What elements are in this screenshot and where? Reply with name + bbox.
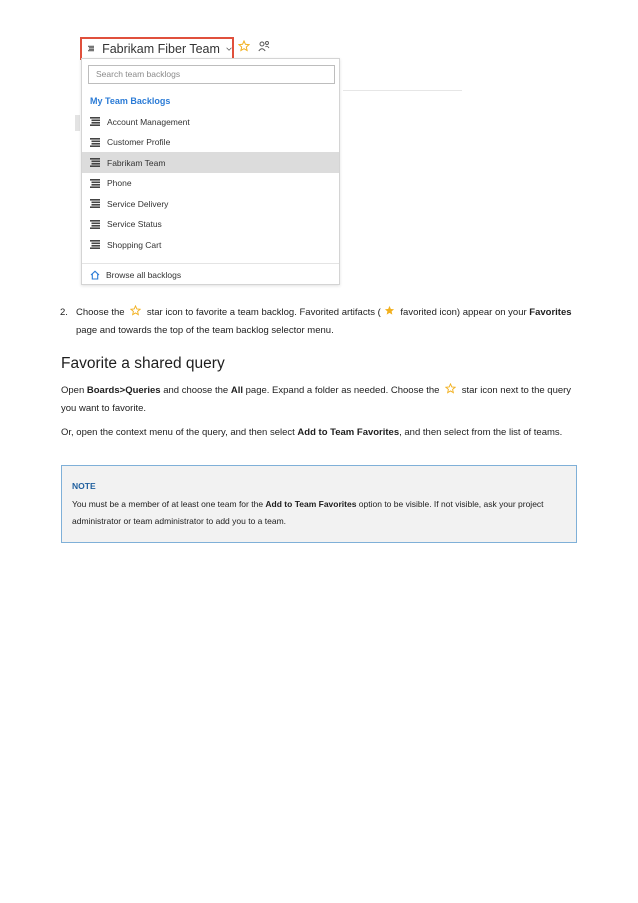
backlog-icon [90, 158, 100, 167]
team-selector-button[interactable] [80, 37, 234, 60]
backlog-icon [90, 199, 100, 208]
backlog-item[interactable] [82, 111, 339, 132]
backlog-icon [90, 117, 100, 126]
step-2-text-2: star icon to favorite a team backlog. Favorited artifacts ( [146, 307, 381, 318]
star-filled-icon [384, 305, 395, 316]
p2-text-2: , and then select from the list of teams. [399, 427, 563, 438]
step-2-text [76, 304, 580, 340]
backlog-icon [90, 220, 100, 229]
menu-divider [82, 263, 339, 264]
backlog-item[interactable] [82, 193, 339, 214]
backlog-icon [90, 138, 100, 147]
step-number: 2. [60, 307, 68, 318]
team-name: Fabrikam Fiber Team [102, 41, 220, 56]
background-fragment [75, 115, 80, 131]
favorite-star-icon[interactable] [238, 40, 250, 52]
backlog-item-label: Service Delivery [107, 198, 169, 209]
p2-text-1: Or, open the context menu of the query, and then select [61, 427, 295, 438]
add-to-team-favorites-term: Add to Team Favorites [265, 499, 357, 509]
paragraph-context-menu [61, 424, 581, 442]
backlog-icon [90, 240, 100, 249]
step-2-text-4: page and towards the top of the team backlog selector menu. [76, 325, 334, 336]
step-2-text-1: Choose the [76, 307, 125, 318]
note-text-2: option to be visible. If not visible, ask your project administrator or team administrator to add you to a team. [72, 499, 544, 526]
team-members-icon[interactable] [258, 40, 270, 52]
step-2 [60, 304, 580, 340]
note-title: NOTE [72, 481, 96, 491]
backlog-item-label: Service Status [107, 219, 162, 229]
backlog-item[interactable] [82, 214, 339, 235]
section-heading: Favorite a shared query [61, 355, 225, 372]
boards-term: Boards [86, 385, 120, 396]
star-outline-icon [445, 383, 456, 394]
backlog-item[interactable] [82, 234, 339, 255]
backlog-item-label: Account Management [107, 116, 190, 127]
queries-term: Queries [125, 385, 161, 396]
backlog-icon [90, 179, 100, 188]
backlog-item-label: Customer Profile [107, 137, 171, 147]
note-box [61, 465, 577, 543]
team-backlog-dropdown [81, 58, 340, 285]
paragraph-open-queries [61, 382, 581, 418]
p1-text-1: Open [61, 385, 85, 396]
browse-all-backlogs-link[interactable] [82, 265, 339, 284]
backlog-item[interactable] [82, 173, 339, 194]
note-body [72, 496, 566, 530]
breadcrumb-separator: > [119, 385, 126, 396]
backlog-item[interactable] [82, 152, 339, 173]
note-text-1: You must be a member of at least one team for the [72, 499, 264, 509]
team-backlog-selector-screenshot [78, 34, 464, 286]
star-outline-icon [130, 305, 141, 316]
backlog-item-label: Fabrikam Team [107, 157, 166, 168]
browse-all-backlogs-label: Browse all backlogs [106, 269, 182, 280]
backlog-item[interactable] [82, 132, 339, 153]
my-team-backlogs-heading: My Team Backlogs [90, 96, 171, 106]
p1-text-2: and choose the [163, 385, 229, 396]
backlog-icon [88, 44, 94, 53]
chevron-down-icon [226, 44, 232, 54]
backlog-item-label: Shopping Cart [107, 239, 162, 250]
add-to-team-favorites-term: Add to Team Favorites [297, 427, 400, 438]
backlog-item-label: Phone [107, 178, 132, 188]
background-divider [343, 90, 462, 91]
home-icon [90, 270, 100, 280]
all-term: All [230, 385, 243, 396]
p1-text-4: star icon next to the query you want to favorite. [61, 385, 572, 414]
favorites-term: Favorites [529, 307, 572, 318]
step-2-text-3: favorited icon) appear on your [400, 307, 527, 318]
p1-text-3: page. Expand a folder as needed. Choose the [245, 385, 440, 396]
search-team-backlogs-input[interactable]: Search team backlogs [88, 65, 335, 84]
